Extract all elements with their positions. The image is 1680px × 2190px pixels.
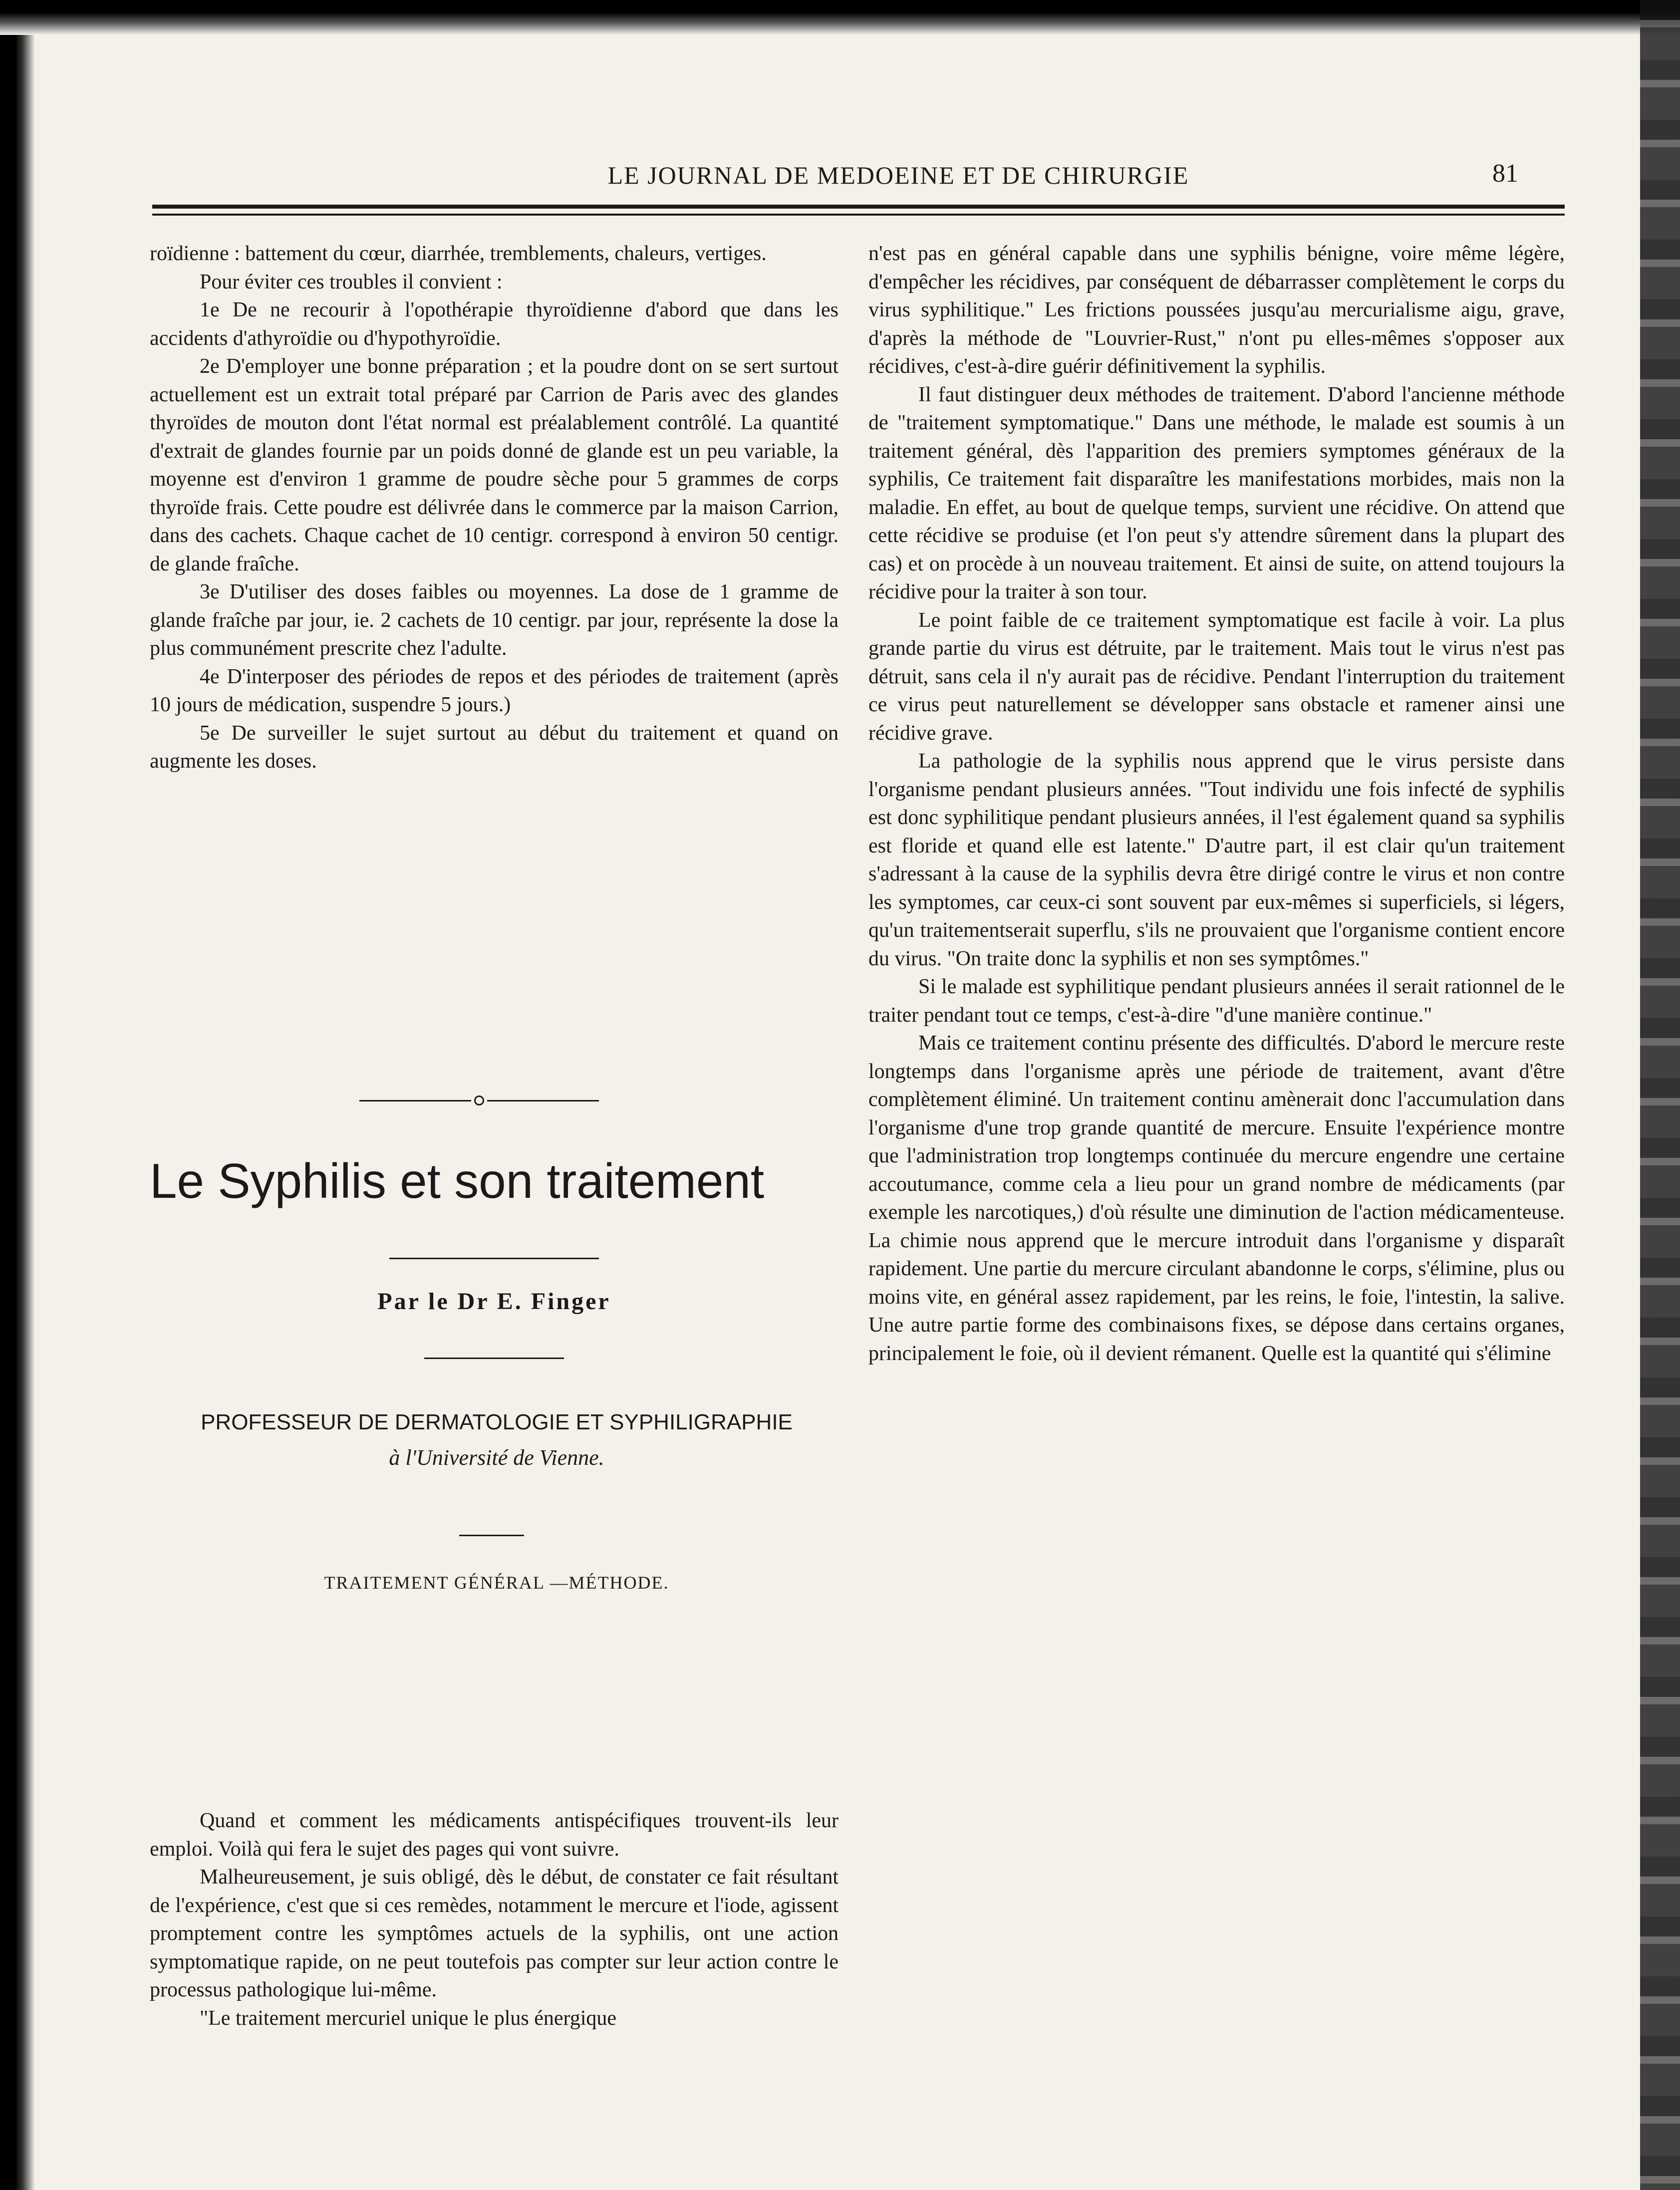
paragraph: La pathologie de la syphilis nous apprend que le virus persiste dans l'organisme pendant plusieurs années. "Tout individu une fois infecté de syphilis est donc syphilitique pendant plusieurs années, il l'est également quand sa syphilis est floride et quand elle est latente." D'autre part, il est clair qu'un traitement s'adressant à la cause de la syphilis devra être dirigé contre le virus et non contre les symptomes, car ceux-ci sont souvent par eux-mêmes si superficiels, si légers, qu'un traitementserait superflu, s'ils ne prouvaient que l'organisme contient encore du virus. "On traite donc la syphilis et non ses symptômes." [868,750,1565,970]
section-ornament [359,1093,599,1108]
page-number: 81 [1492,159,1518,188]
byline-divider [424,1358,564,1359]
paragraph: Pour éviter ces troubles il convient : [200,270,503,293]
paragraph: 5e De surveiller le sujet surtout au début du traitement et quand on augmente les doses. [150,721,839,773]
paragraph: Il faut distinguer deux méthodes de traitement. D'abord l'ancienne méthode de "traitement symptomatique." Dans une méthode, le malade est soumis à un traitement général, dès l'apparition des premiers symptomes généraux de la syphilis, Ce traitement fait disparaître les manifestations morbides, mais non la maladie. En effet, au bout de quelque temps, survient une récidive. On attend que cette récidive se produise (et l'on peut s'y attendre sûrement dans la plupart des cas) et on procède à un nouveau traitement. Et ainsi de suite, on attend toujours la récidive pour la traiter à son tour. [868,383,1565,603]
paragraph: Le point faible de ce traitement symptomatique est facile à voir. La plus grande partie du virus est détruite, par le traitement. Mais tout le virus n'est pas détruit, sans cela il n'y aurait pas de récidive. Pendant l'interruption du traitement ce virus peut naturellement se développer sans obstacle et ramener ainsi une récidive grave. [868,608,1565,745]
right-column-article-body [868,240,1565,1368]
paragraph: Quand et comment les médicaments antispécifiques trouvent-ils leur emploi. Voilà qui fera le sujet des pages qui vont suivre. [150,1809,839,1861]
scan-edge-left [0,0,35,2190]
author-affiliation-institution: à l'Université de Vienne. [389,1445,604,1470]
header-rule-thick [152,205,1565,209]
header-rule-thin [152,214,1565,216]
section-heading: TRAITEMENT GÉNÉRAL —MÉTHODE. [324,1573,669,1593]
paragraph: roïdienne : battement du cœur, diarrhée, tremblements, chaleurs, vertiges. [150,242,767,265]
running-head: LE JOURNAL DE MEDOEINE ET DE CHIRURGIE [607,161,1189,189]
paragraph: Malheureusement, je suis obligé, dès le début, de constater ce fait résultant de l'expérience, c'est que si ces remèdes, notamment le mercure et l'iode, agissent promptement contre les symptômes actuels de la syphilis, ont une action symptomatique rapide, on ne peut toutefois pas compter sur leur action contre le processus pathologique lui-même. [150,1866,839,2001]
paragraph: Mais ce traitement continu présente des difficultés. D'abord le mercure reste longtemps dans l'organisme après une période de traitement, avant d'être complètement éliminé. Un traitement continu amènerait donc l'accumulation dans l'organisme d'une trop grande quantité de mercure. Ensuite l'expérience montre que l'administration trop longtemps continuée du mercure engendre une certaine accoutumance, comme cela a lieu pour un grand nombre de médicaments (par exemple les narcotiques,) d'où résulte une diminution de l'action médicamenteuse. La chimie nous apprend que le mercure introduit dans l'organisme y disparaît rapidement. Une partie du mercure circulant abandonne le corps, s'élimine, plus ou moins vite, en général assez rapidement, par les reins, le foie, l'intestin, la salive. Une autre partie forme des combinaisons fixes, se dépose dans certains organes, principalement le foie, où il devient rémanent. Quelle est la quantité qui s'élimine [868,1032,1565,1365]
scan-edge-top [0,0,1680,35]
scan-edge-right [1640,0,1680,2190]
paragraph: Si le malade est syphilitique pendant plusieurs années il serait rationnel de le traiter pendant tout ce temps, c'est-à-dire "d'une manière continue." [868,975,1565,1027]
affiliation-divider [459,1535,524,1536]
left-column-continuation [150,240,839,776]
paragraph: 1e De ne recourir à l'opothérapie thyroïdienne d'abord que dans les accidents d'athyroïdie ou d'hypothyroïdie. [150,298,839,350]
paragraph: 2e D'employer une bonne préparation ; et la poudre dont on se sert surtout actuellement est un extrait total préparé par Carrion de Paris avec des glandes thyroïdes de mouton dont l'état normal est préalablement contrôlé. La quantité d'extrait de glandes fournie par un poids donné de glande est un peu variable, la moyenne est d'environ 1 gramme de poudre sèche pour 5 grammes de corps thyroïde frais. Cette poudre est délivrée dans le commerce par la maison Carrion, dans des cachets. Chaque cachet de 10 centigr. correspond à environ 50 centigr. de glande fraîche. [150,355,839,575]
title-divider [389,1258,599,1259]
paragraph: n'est pas en général capable dans une syphilis bénigne, voire même légère, d'empêcher les récidives, par conséquent de débarrasser complètement le corps du virus syphilitique." Les frictions poussées jusqu'au mercurialisme aigu, grave, d'après la méthode de "Louvrier-Rust," n'ont pu elles-mêmes s'opposer aux récidives, c'est-à-dire guérir définitivement la syphilis. [868,242,1565,378]
article-title: Le Syphilis et son traitement [150,1153,765,1208]
paragraph: 4e D'interposer des périodes de repos et des périodes de traitement (après 10 jours de médication, suspendre 5 jours.) [150,665,839,716]
paragraph: 3e D'utiliser des doses faibles ou moyennes. La dose de 1 gramme de glande fraîche par jour, ie. 2 cachets de 10 centigr. par jour, représente la dose la plus communément prescrite chez l'adulte. [150,580,839,660]
left-column-article-body [150,1807,839,2032]
paragraph: "Le traitement mercuriel unique le plus énergique [200,2006,617,2030]
author-affiliation-title: PROFESSEUR DE DERMATOLOGIE ET SYPHILIGRAPHIE [201,1410,793,1434]
article-byline: Par le Dr E. Finger [377,1288,611,1315]
